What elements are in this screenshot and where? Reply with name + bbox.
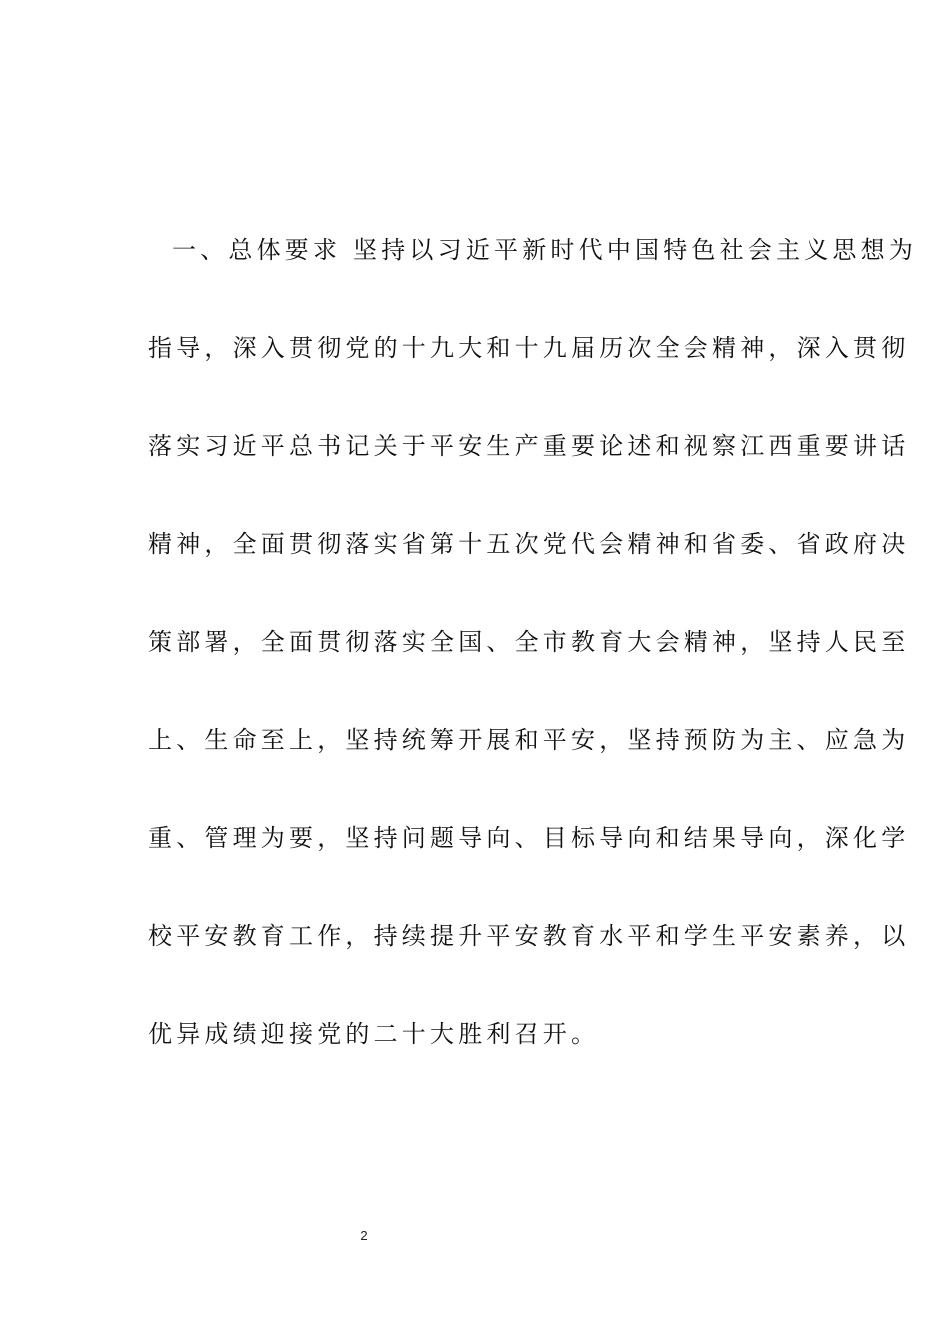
paragraph-line: 上、生命至上，坚持统筹开展和平安，坚持预防为主、应急为 — [148, 726, 910, 754]
paragraph-line: 落实习近平总书记关于平安生产重要论述和视察江西重要讲话 — [148, 432, 910, 460]
paragraph-line: 优异成绩迎接党的二十大胜利召开。 — [148, 1020, 600, 1048]
paragraph-line: 指导，深入贯彻党的十九大和十九届历次全会精神，深入贯彻 — [148, 334, 910, 362]
paragraph-line: 策部署，全面贯彻落实全国、全市教育大会精神，坚持人民至 — [148, 628, 910, 656]
page-number: 2 — [360, 1228, 368, 1243]
body-paragraph — [148, 230, 918, 1112]
paragraph-line: 一、总体要求 坚持以习近平新时代中国特色社会主义思想为 — [172, 236, 918, 264]
paragraph-line: 重、管理为要，坚持问题导向、目标导向和结果导向，深化学 — [148, 824, 910, 852]
paragraph-line: 精神，全面贯彻落实省第十五次党代会精神和省委、省政府决 — [148, 530, 910, 558]
paragraph-line: 校平安教育工作，持续提升平安教育水平和学生平安素养，以 — [148, 922, 910, 950]
